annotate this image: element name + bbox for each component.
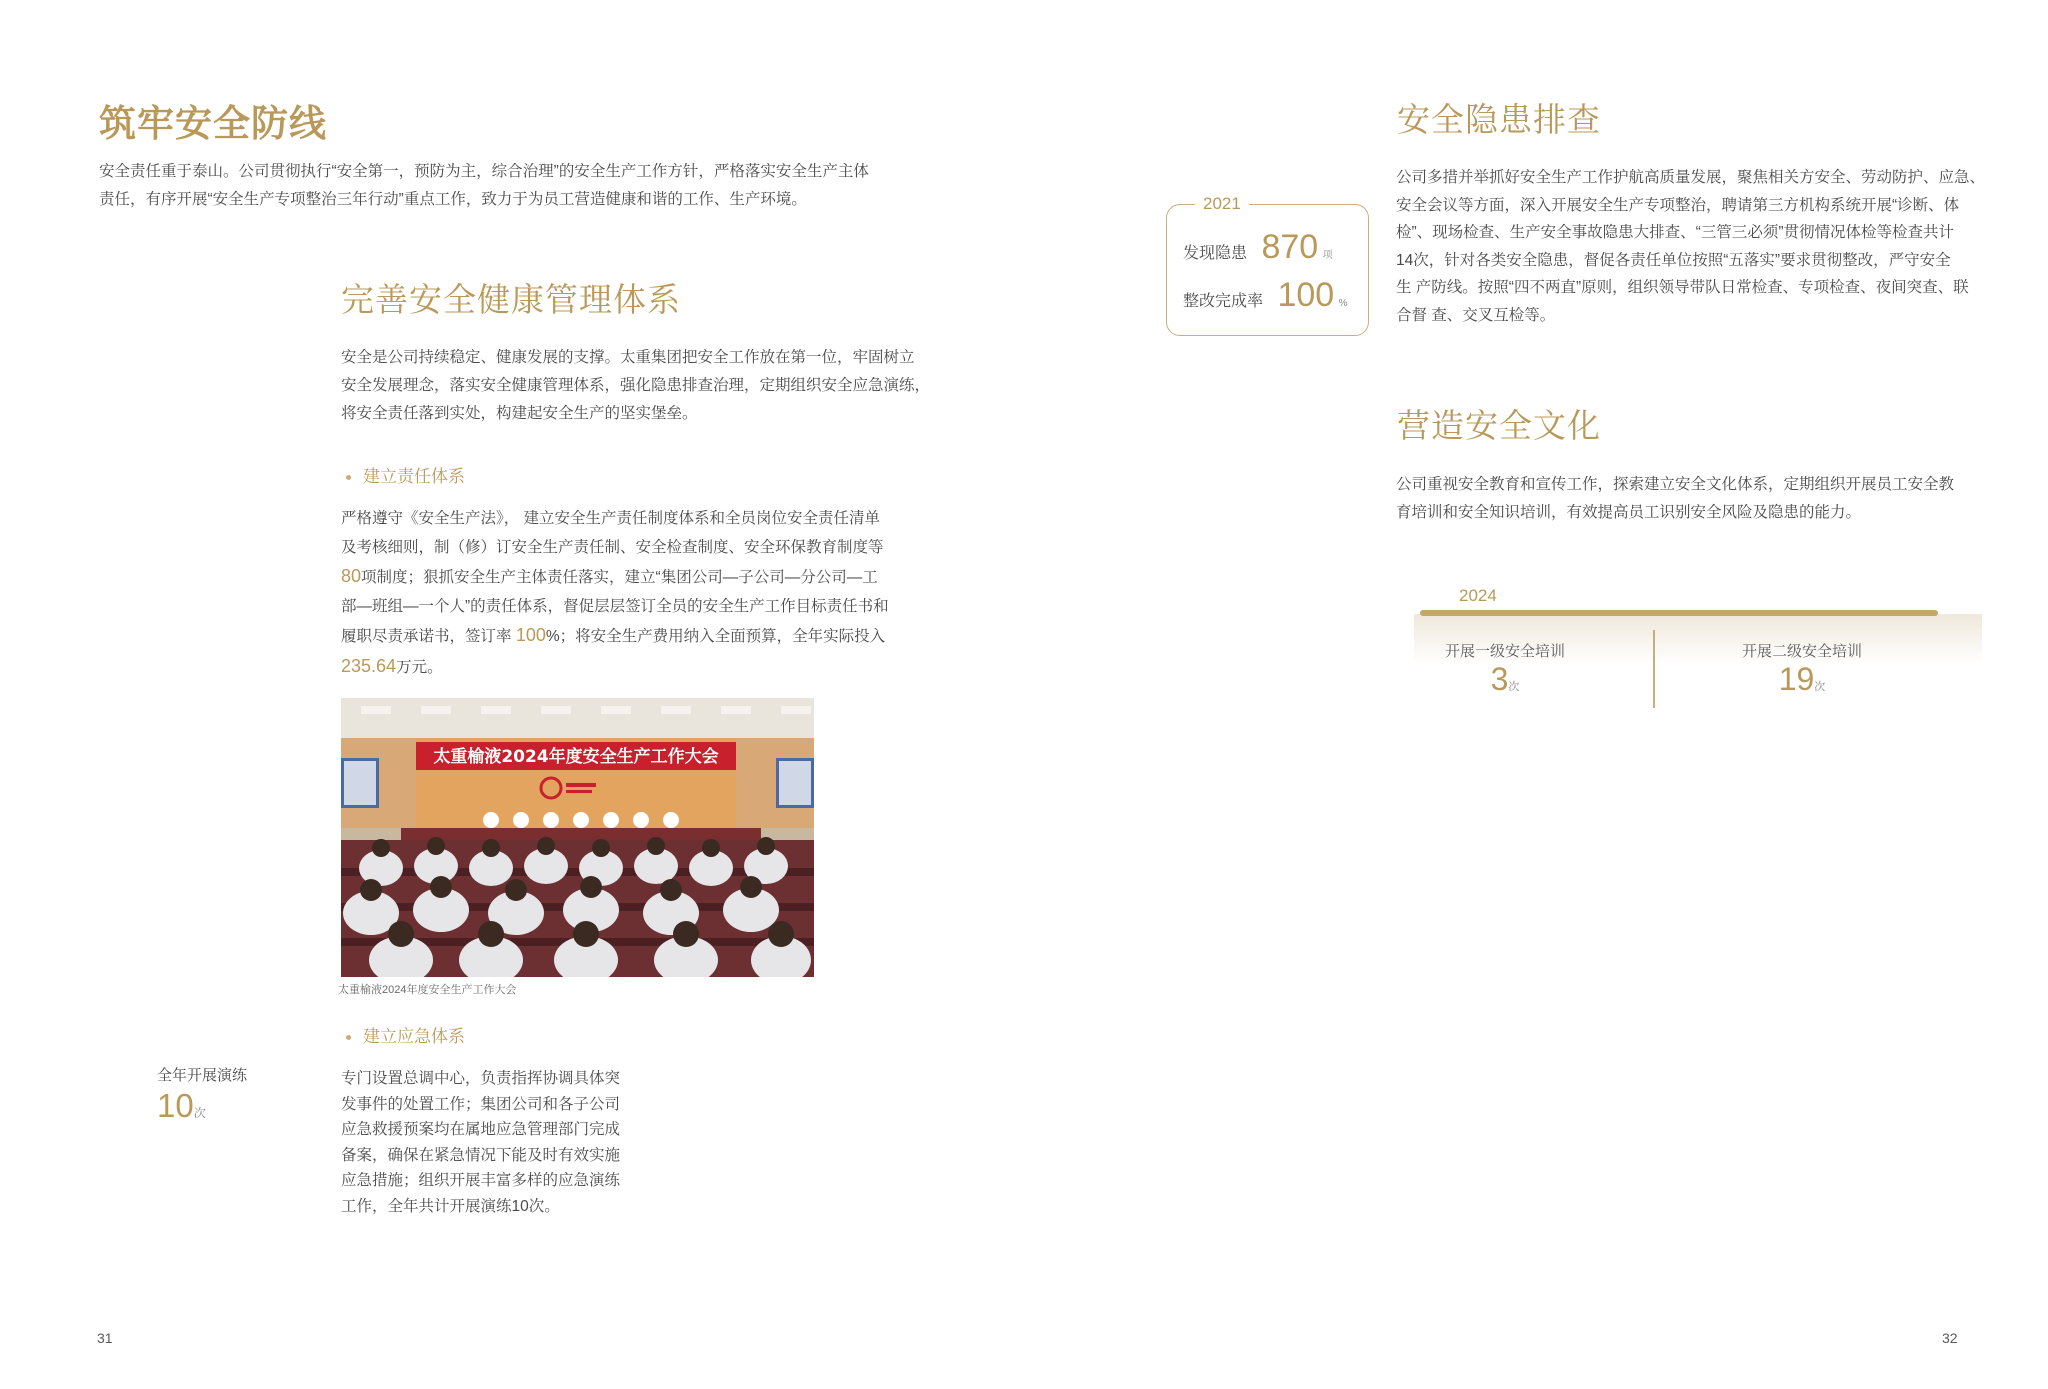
drill-value: 10 xyxy=(157,1087,194,1124)
paragraph-line: 安全是公司持续稳定、健康发展的支撑。太重集团把安全工作放在第一位，牢固树立 xyxy=(341,349,915,366)
rate-label: 整改完成率 xyxy=(1183,293,1264,310)
paragraph-line: 专门设置总调中心，负责指挥协调具体突 xyxy=(341,1070,621,1087)
paragraph-line: 合督 查、交叉互检等。 xyxy=(1396,306,1556,324)
intro-line: 安全责任重于泰山。公司贯彻执行“安全第一，预防为主，综合治理”的安全生产工作方针，严格落实安全生产主体 xyxy=(99,163,869,180)
subsection-label: 建立应急体系 xyxy=(363,1027,465,1046)
paragraph-line: 及考核细则，制（修）订安全生产责任制、安全检查制度、安全环保教育制度等 xyxy=(341,538,884,556)
paragraph-line: 安全发展理念，落实安全健康管理体系，强化隐患排查治理，定期组织安全应急演练， xyxy=(341,377,931,394)
paragraph-line: 备案，确保在紧急情况下能及时有效实施 xyxy=(341,1146,621,1164)
page-number-left: 31 xyxy=(97,1330,113,1346)
paragraph-line: 应急救援预案均在属地应急管理部门完成 xyxy=(341,1121,621,1138)
page-title: 筑牢安全防线 xyxy=(99,103,327,144)
bullet-icon xyxy=(346,1035,351,1040)
paragraph-line: 14次，针对各类安全隐患，督促各责任单位按照“五落实”要求贯彻整改，严守安全 xyxy=(1396,251,1951,269)
emergency-paragraph xyxy=(341,1066,620,1219)
timeline-divider xyxy=(1653,630,1655,708)
training-level1 xyxy=(1395,640,1615,698)
drill-unit: 次 xyxy=(193,1106,206,1120)
page-number-right: 32 xyxy=(1942,1330,1958,1346)
photo-banner-text: 太重榆液2024年度安全生产工作大会 xyxy=(433,747,719,767)
rate-unit: % xyxy=(1338,298,1348,309)
paragraph-line: 公司多措并举抓好安全生产工作护航高质量发展，聚焦相关方安全、劳动防护、应急、 xyxy=(1396,169,1986,186)
bullet-icon xyxy=(346,475,351,480)
hazard-paragraph xyxy=(1396,164,1985,329)
training-unit: 次 xyxy=(1814,681,1826,693)
management-paragraph xyxy=(341,344,930,428)
investment-amount: 235.64 xyxy=(341,655,397,676)
section-title-hazard: 安全隐患排查 xyxy=(1397,101,1601,138)
section-title-culture: 营造安全文化 xyxy=(1397,407,1601,444)
paragraph-line: 育培训和安全知识培训，有效提高员工识别安全风险及隐患的能力。 xyxy=(1396,504,1862,521)
system-count: 80 xyxy=(341,566,362,586)
meeting-photo xyxy=(341,698,814,977)
training-value: 19次 xyxy=(1778,661,1826,697)
paragraph-line: 发事件的处置工作；集团公司和各子公司 xyxy=(341,1095,621,1113)
paragraph-line: 严格遵守《安全生产法》， 建立安全生产责任制度体系和全员岗位安全责任清单 xyxy=(341,510,881,527)
found-unit: 项 xyxy=(1322,250,1333,261)
paragraph-line: 80项制度；狠抓安全生产主体责任落实，建立“集团公司—子公司—分公司—工 xyxy=(341,566,878,586)
paragraph-line: 部—班组—一个人”的责任体系，督促层层签订全员的安全生产工作目标责任书和 xyxy=(341,597,889,615)
training-label: 开展一级安全培训 xyxy=(1444,643,1565,660)
training-unit: 次 xyxy=(1508,681,1520,693)
paragraph-line: 履职尽责承诺书，签订率 100%；将安全生产费用纳入全面预算，全年实际投入 xyxy=(341,625,886,645)
found-label: 发现隐患 xyxy=(1183,245,1248,262)
paragraph-line: 将安全责任落到实处，构建起安全生产的坚实堡垒。 xyxy=(341,405,698,422)
subsection-label: 建立责任体系 xyxy=(363,467,465,486)
subsection-title-responsibility xyxy=(346,462,465,487)
timeline-bar xyxy=(1420,610,1938,616)
intro-line: 责任，有序开展“安全生产专项整治三年行动”重点工作，致力于为员工营造健康和谐的工作、生产环境。 xyxy=(99,191,807,208)
subsection-title-emergency xyxy=(346,1022,465,1047)
drill-stat xyxy=(157,1064,247,1125)
training-value: 3次 xyxy=(1490,661,1520,697)
sign-rate: 100 xyxy=(515,625,546,645)
training-level2 xyxy=(1692,640,1912,698)
drill-label: 全年开展演练 xyxy=(157,1067,248,1084)
paragraph-line: 235.64万元。 xyxy=(341,655,443,676)
stat-year: 2021 xyxy=(1195,194,1249,214)
section-title-management: 完善安全健康管理体系 xyxy=(341,281,681,318)
paragraph-line: 检”、现场检查、生产安全事故隐患大排查、“三管三必须”贯彻情况体检等检查共计 xyxy=(1396,224,1954,241)
rate-value: 100 xyxy=(1277,276,1335,314)
intro-paragraph xyxy=(99,158,869,214)
responsibility-paragraph xyxy=(341,505,889,682)
culture-paragraph xyxy=(1396,471,1954,527)
paragraph-line: 工作，全年共计开展演练10次。 xyxy=(341,1197,560,1215)
rate-stat xyxy=(1183,276,1348,315)
found-value: 870 xyxy=(1261,228,1319,266)
paragraph-line: 生 产防线。按照“四不两直”原则，组织领导带队日常检查、专项检查、夜间突查、联 xyxy=(1396,279,1969,296)
paragraph-line: 公司重视安全教育和宣传工作，探索建立安全文化体系，定期组织开展员工安全教 xyxy=(1396,476,1955,493)
found-stat xyxy=(1183,228,1333,267)
paragraph-line: 安全会议等方面，深入开展安全生产专项整治，聘请第三方机构系统开展“诊断、体 xyxy=(1396,196,1960,214)
photo-caption: 太重榆液2024年度安全生产工作大会 xyxy=(338,984,517,996)
training-label: 开展二级安全培训 xyxy=(1741,643,1862,660)
timeline-year: 2024 xyxy=(1459,586,1497,605)
paragraph-line: 应急措施；组织开展丰富多样的应急演练 xyxy=(341,1172,621,1189)
hazard-stat-box xyxy=(1166,204,1369,336)
